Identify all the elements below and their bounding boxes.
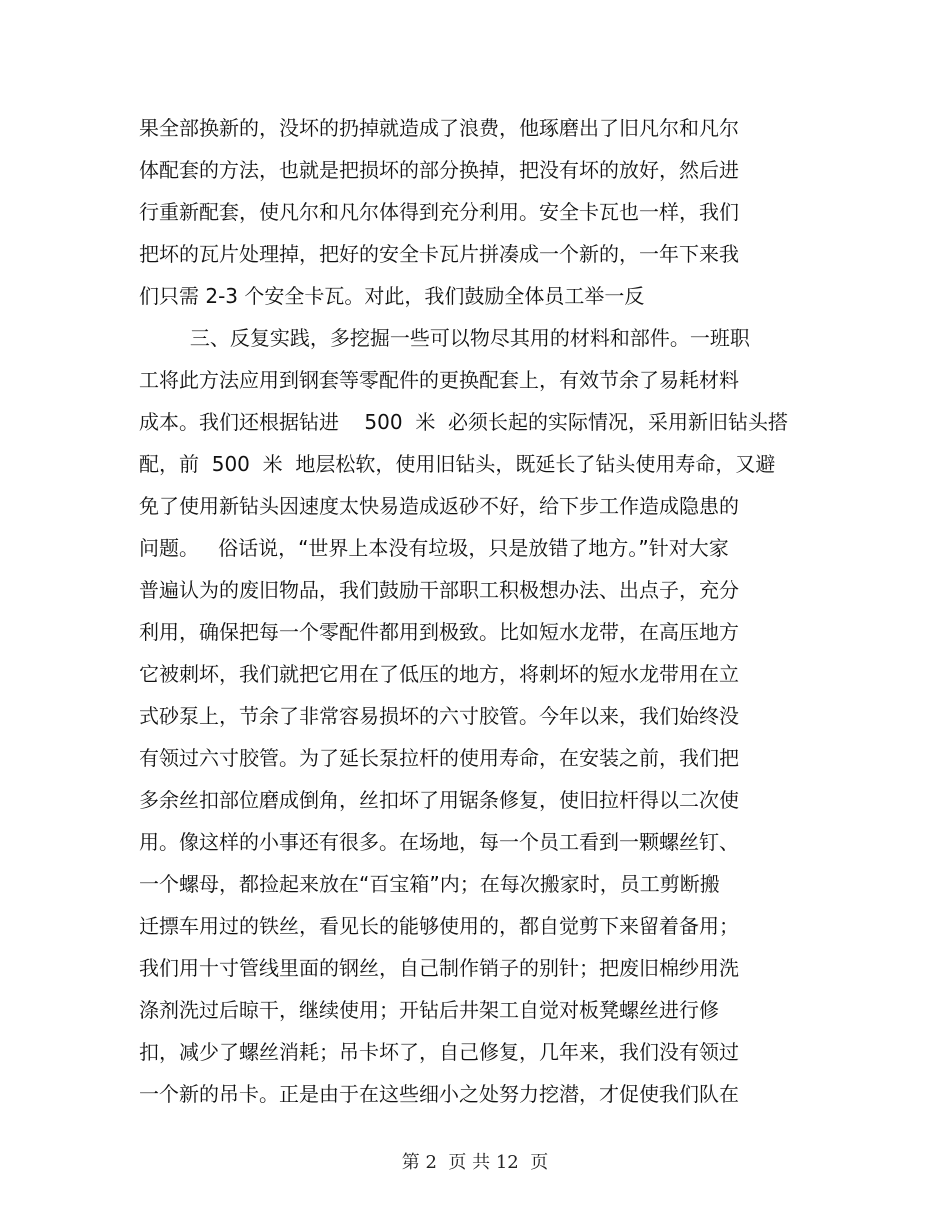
- text-line: 配，前 500 米 地层松软，使用旧钻头，既延长了钻头使用寿命，又避: [139, 452, 776, 476]
- text-line: 三、反复实践，多挖掘一些可以物尽其用的材料和部件。一班职: [139, 326, 750, 350]
- text-line: 成本。我们还根据钻进 500 米 必须长起的实际情况，采用新旧钻头搭: [139, 410, 789, 434]
- text-line: 把坏的瓦片处理掉，把好的安全卡瓦片拼凑成一个新的，一年下来我: [139, 242, 739, 266]
- text-line: 问题。 俗话说，“世界上本没有垃圾，只是放错了地方。”针对大家: [139, 536, 729, 560]
- text-line: 普遍认为的废旧物品，我们鼓励干部职工积极想办法、出点子，充分: [139, 578, 739, 602]
- text-line: 们只需 2-3 个安全卡瓦。对此，我们鼓励全体员工举一反: [139, 284, 645, 308]
- text-line: 它被刺坏，我们就把它用在了低压的地方，将刺坏的短水龙带用在立: [139, 662, 739, 686]
- text-line: 多余丝扣部位磨成倒角，丝扣坏了用锯条修复，使旧拉杆得以二次使: [139, 788, 739, 812]
- text-line: 工将此方法应用到钢套等零配件的更换配套上，有效节余了易耗材料: [139, 368, 739, 392]
- text-line: 免了使用新钻头因速度太快易造成返砂不好，给下步工作造成隐患的: [139, 494, 739, 518]
- text-line: 涤剂洗过后晾干，继续使用；开钻后井架工自觉对板凳螺丝进行修: [139, 998, 719, 1022]
- text-line: 行重新配套，使凡尔和凡尔体得到充分利用。安全卡瓦也一样，我们: [139, 200, 739, 224]
- text-line: 一个新的吊卡。正是由于在这些细小之处努力挖潜，才促使我们队在: [139, 1082, 739, 1106]
- text-line: 我们用十寸管线里面的钢丝，自己制作销子的别针；把废旧棉纱用洗: [139, 956, 739, 980]
- text-line: 扣，减少了螺丝消耗；吊卡坏了，自己修复，几年来，我们没有领过: [139, 1040, 739, 1064]
- text-line: 式砂泵上，节余了非常容易损坏的六寸胶管。今年以来，我们始终没: [139, 704, 739, 728]
- text-line: 用。像这样的小事还有很多。在场地，每一个员工看到一颗螺丝钉、: [139, 830, 739, 854]
- body-text: [139, 107, 799, 1115]
- text-line: 有领过六寸胶管。为了延长泵拉杆的使用寿命，在安装之前，我们把: [139, 746, 739, 770]
- text-line: 果全部换新的，没坏的扔掉就造成了浪费，他琢磨出了旧凡尔和凡尔: [139, 116, 739, 140]
- text-line: 体配套的方法，也就是把损坏的部分换掉，把没有坏的放好，然后进: [139, 158, 739, 182]
- text-line: 利用，确保把每一个零配件都用到极致。比如短水龙带，在高压地方: [139, 620, 739, 644]
- text-line: 迁摽车用过的铁丝，看见长的能够使用的，都自觉剪下来留着备用；: [139, 914, 739, 938]
- page-number-footer: 第 2 页 共 12 页: [401, 1152, 549, 1173]
- text-line: 一个螺母，都捡起来放在“百宝箱”内；在每次搬家时，员工剪断搬: [139, 872, 720, 896]
